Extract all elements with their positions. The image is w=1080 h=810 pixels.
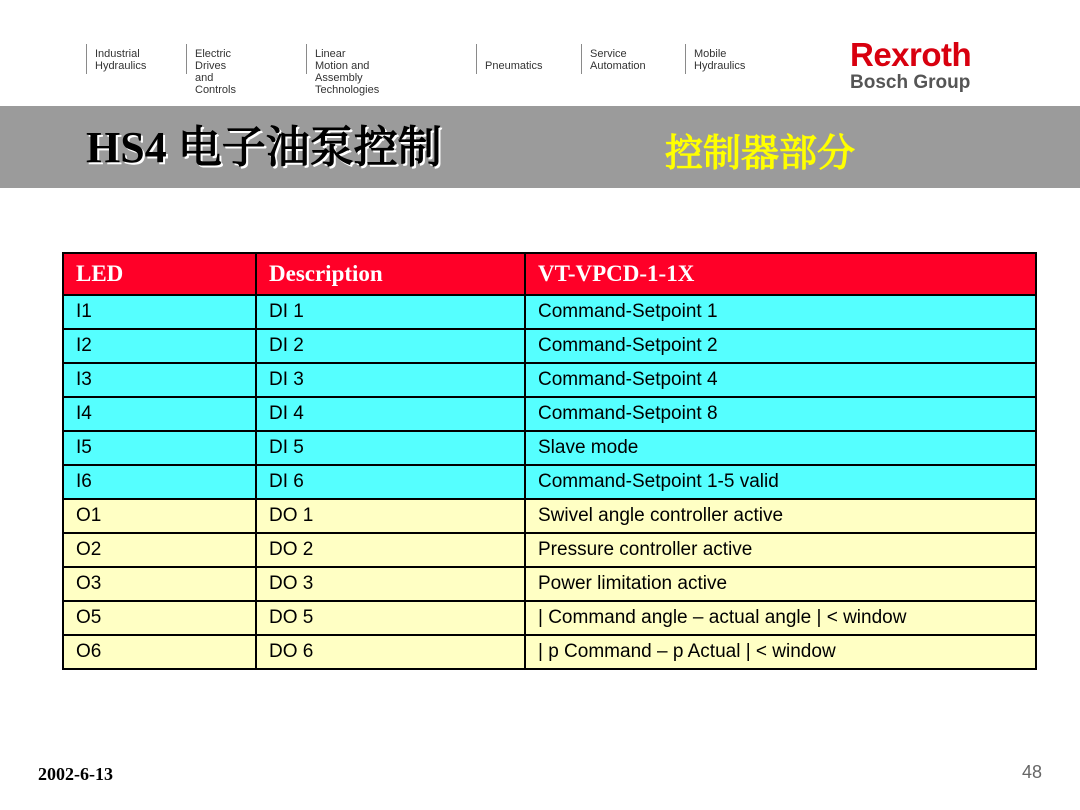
page-title: HS4 电子油泵控制: [86, 123, 442, 172]
division-industrial-hydraulics: [86, 44, 146, 74]
cell-function: Swivel angle controller active: [525, 499, 1036, 533]
cell-function: Power limitation active: [525, 567, 1036, 601]
cell-description: DI 4: [256, 397, 525, 431]
table-row: [63, 533, 1036, 567]
column-header-vt-vpcd: VT-VPCD-1-1X: [525, 253, 1036, 295]
table-body: [63, 295, 1036, 669]
cell-function: | Command angle – actual angle | < window: [525, 601, 1036, 635]
brand-name: Rexroth: [850, 36, 972, 73]
cell-led: O2: [63, 533, 256, 567]
division-electric-drives: [186, 44, 236, 96]
rexroth-logo: [850, 38, 971, 94]
division-label: Electric Drives and Controls: [195, 48, 236, 96]
cell-description: DO 6: [256, 635, 525, 669]
division-pneumatics: [476, 44, 542, 74]
cell-function: Pressure controller active: [525, 533, 1036, 567]
division-linear-motion: [306, 44, 380, 96]
cell-function: Slave mode: [525, 431, 1036, 465]
table-row: [63, 499, 1036, 533]
page-number: 48: [1022, 762, 1043, 782]
table-row: [63, 431, 1036, 465]
cell-function: | p Command – p Actual | < window: [525, 635, 1036, 669]
led-table: [62, 252, 1037, 670]
cell-led: I3: [63, 363, 256, 397]
table-row: [63, 295, 1036, 329]
cell-description: DO 1: [256, 499, 525, 533]
cell-description: DI 6: [256, 465, 525, 499]
cell-led: O5: [63, 601, 256, 635]
table-header-row: [63, 253, 1036, 295]
column-header-description: Description: [256, 253, 525, 295]
cell-led: O1: [63, 499, 256, 533]
cell-function: Command-Setpoint 8: [525, 397, 1036, 431]
column-header-led: LED: [63, 253, 256, 295]
table-row: [63, 567, 1036, 601]
division-service-automation: [581, 44, 646, 74]
cell-led: I1: [63, 295, 256, 329]
cell-function: Command-Setpoint 2: [525, 329, 1036, 363]
cell-led: O3: [63, 567, 256, 601]
cell-led: I5: [63, 431, 256, 465]
brand-group: Bosch Group: [850, 72, 971, 93]
cell-description: DO 5: [256, 601, 525, 635]
cell-function: Command-Setpoint 1-5 valid: [525, 465, 1036, 499]
cell-description: DI 5: [256, 431, 525, 465]
cell-led: O6: [63, 635, 256, 669]
table-row: [63, 329, 1036, 363]
table-row: [63, 635, 1036, 669]
cell-led: I2: [63, 329, 256, 363]
page-subtitle: 控制器部分: [665, 131, 856, 175]
table-row: [63, 397, 1036, 431]
division-label: Pneumatics: [485, 60, 543, 72]
division-label: Linear Motion and Assembly Technologies: [315, 48, 380, 96]
cell-description: DI 2: [256, 329, 525, 363]
division-mobile-hydraulics: [685, 44, 745, 74]
table-row: [63, 465, 1036, 499]
cell-function: Command-Setpoint 1: [525, 295, 1036, 329]
cell-description: DI 1: [256, 295, 525, 329]
cell-function: Command-Setpoint 4: [525, 363, 1036, 397]
cell-description: DI 3: [256, 363, 525, 397]
division-label: Industrial Hydraulics: [95, 48, 147, 72]
table-row: [63, 601, 1036, 635]
table-row: [63, 363, 1036, 397]
cell-description: DO 2: [256, 533, 525, 567]
cell-led: I6: [63, 465, 256, 499]
cell-description: DO 3: [256, 567, 525, 601]
division-label: Service Automation: [590, 48, 646, 72]
cell-led: I4: [63, 397, 256, 431]
division-label: Mobile Hydraulics: [694, 48, 746, 72]
footer-date: 2002-6-13: [38, 764, 113, 784]
